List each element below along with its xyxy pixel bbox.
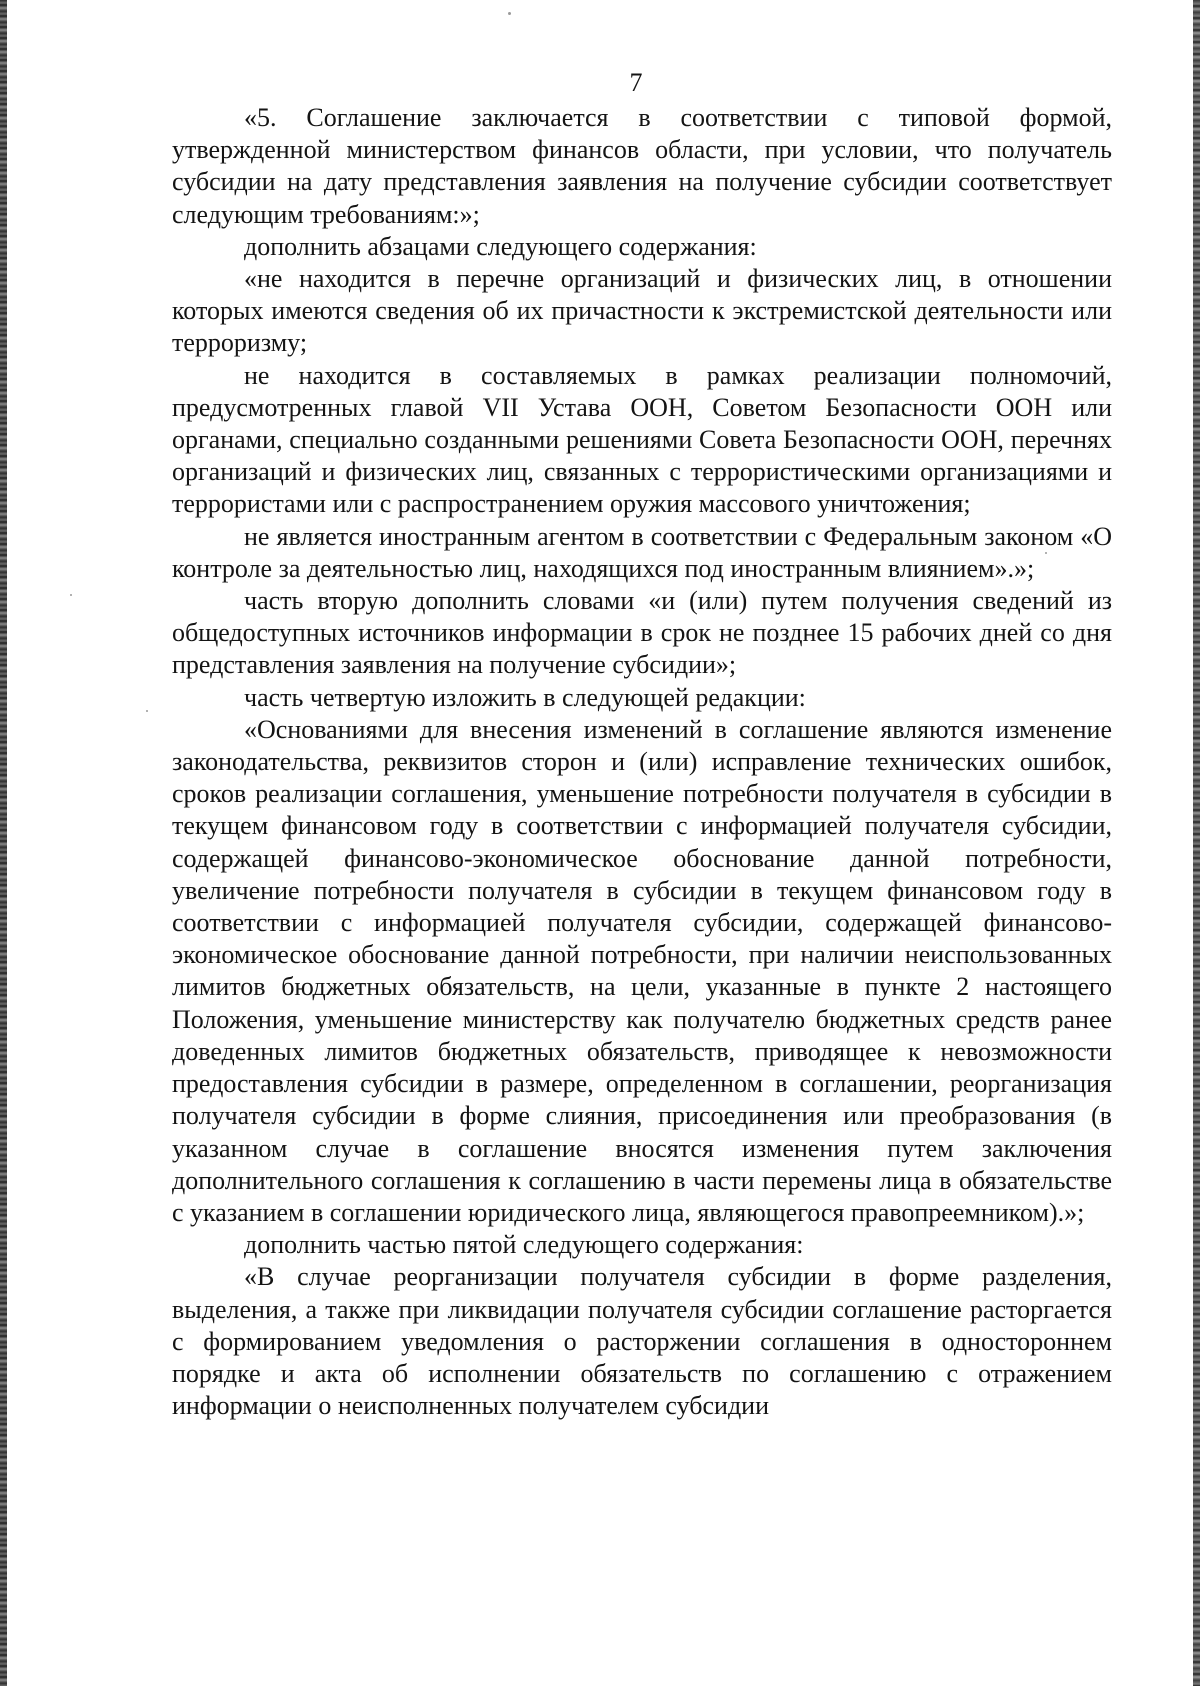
paragraph-part-four-intro: часть четвертую изложить в следующей редакции:: [244, 682, 806, 712]
document-page: [172, 64, 1112, 1422]
scan-speck: [70, 594, 72, 596]
paragraph-not-foreign-agent: не является иностранным агентом в соответствии с Федеральным законом «О контроле за деятельностью лиц, находящихся под иностранным влиянием».»;: [172, 521, 1112, 583]
paragraph-not-in-extremist-list: «не находится в перечне организаций и физических лиц, в отношении которых имеются сведения об их причастности к экстремистской деятельности или терроризму;: [172, 264, 1112, 358]
paragraph-part-two-amendment: часть вторую дополнить словами «и (или) путем получения сведений из общедоступных источников информации в срок не позднее 15 рабочих дней со дня представления заявления на получение субсидии»;: [172, 586, 1112, 680]
paragraph-add-paragraphs: дополнить абзацами следующего содержания:: [244, 231, 757, 261]
paragraph-not-in-un-lists: не находится в составляемых в рамках реализации полномочий, предусмотренных главой VII Устава ООН, Советом Безопасности ООН или органами, специально созданными решениями Совета Безопасности ООН, перечнях организаций и физических лиц, связанных с террористическими организациями и террористами или с распространением оружия массового уничтожения;: [172, 360, 1112, 519]
paragraph-add-part-five: дополнить частью пятой следующего содержания:: [244, 1230, 804, 1260]
page-number: 7: [629, 68, 643, 97]
paragraph-reorganization-case: «В случае реорганизации получателя субсидии в форме разделения, выделения, а также при ликвидации получателя субсидии соглашение расторгается с формированием уведомления о расторжении соглашения в одностороннем порядке и акта об исполнении обязательств по соглашению с отражением информации о неисполненных получателем субсидии: [172, 1262, 1112, 1421]
paragraph-grounds-for-changes: «Основаниями для внесения изменений в соглашение являются изменение законодательства, реквизитов сторон и (или) исправление технических ошибок, сроков реализации соглашения, уменьшение потребности получателя в субсидии в текущем финансовом году в соответствии с информацией получателя субсидии, содержащей финансово-экономическое обоснование данной потребности, увеличение потребности получателя в субсидии в текущем финансовом году в соответствии с информацией получателя субсидии, содержащей финансово-экономическое обоснование данной потребности, при наличии неиспользованных лимитов бюджетных обязательств, на цели, указанные в пункте 2 настоящего Положения, уменьшение министерству как получателю бюджетных средств ранее доведенных лимитов бюджетных обязательств, приводящее к невозможности предоставления субсидии в размере, определенном в соглашении, реорганизация получателя субсидии в форме слияния, присоединения или преобразования (в указанном случае в соглашение вносятся изменения путем заключения дополнительного соглашения к соглашению в части перемены лица в обязательстве с указанием в соглашении юридического лица, являющегося правопреемником).»;: [172, 714, 1112, 1227]
scan-speck: [146, 710, 148, 712]
scan-speck: [508, 12, 511, 15]
scan-border-right: [1193, 0, 1200, 1686]
scan-border-left: [0, 0, 7, 1686]
paragraph-clause-5: «5. Соглашение заключается в соответствии с типовой формой, утвержденной министерством финансов области, при условии, что получатель субсидии на дату представления заявления на получение субсидии соответствует следующим требованиям:»;: [172, 103, 1112, 229]
